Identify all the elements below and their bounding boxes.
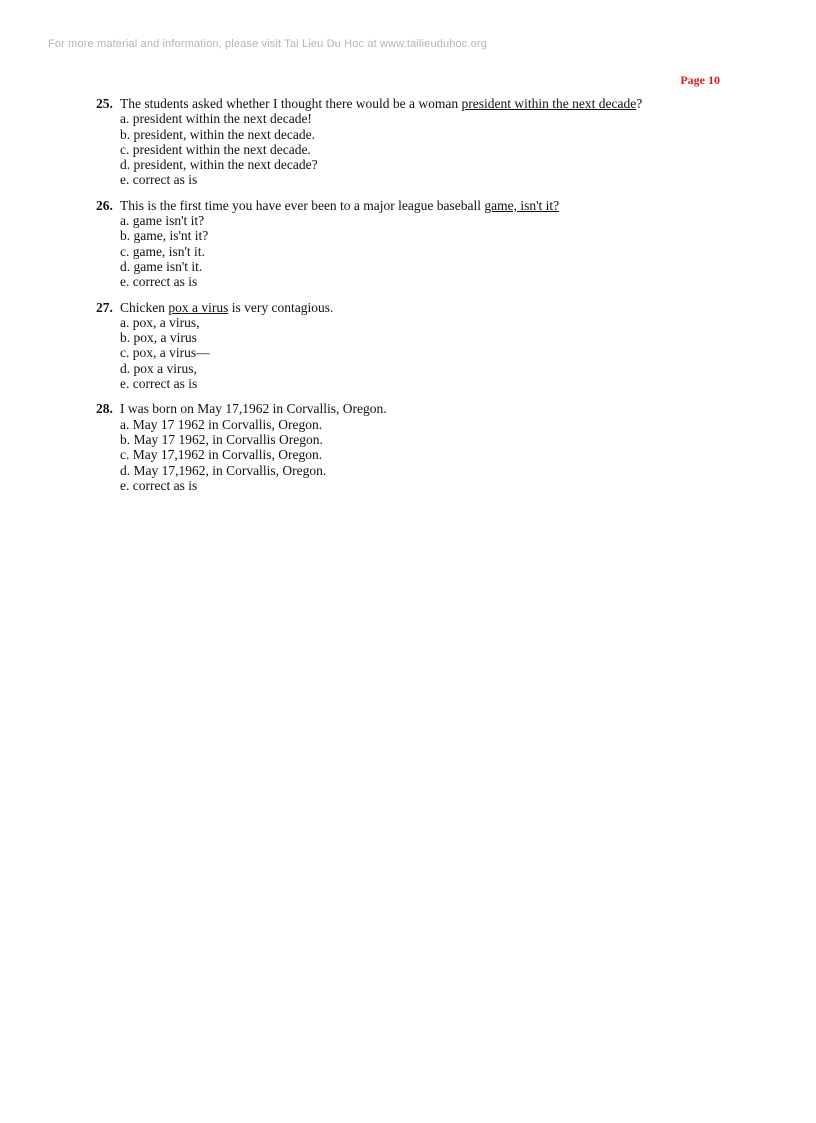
question-number: 25. xyxy=(96,96,113,111)
question-number: 26. xyxy=(96,197,113,213)
question-number: 28. xyxy=(96,401,113,417)
stem-underlined: president within the next decade xyxy=(461,96,637,111)
stem-before: Chicken xyxy=(120,299,169,315)
answer-options xyxy=(96,417,716,493)
page-number: Page 10 xyxy=(680,73,720,87)
stem-underlined: game, isn't it? xyxy=(484,197,560,213)
question-stem xyxy=(96,401,716,416)
question-stem xyxy=(96,198,716,213)
option-e: e. correct as is xyxy=(120,477,198,493)
option-c: c. pox, a virus— xyxy=(120,345,210,361)
question-27 xyxy=(96,300,716,392)
option-e: e. correct as is xyxy=(120,172,198,188)
option-a: a. May 17 1962 in Corvallis, Oregon. xyxy=(120,416,323,432)
stem-before: The students asked whether I thought there would be a woman xyxy=(120,96,462,111)
question-text xyxy=(120,300,716,315)
option-c: c. president within the next decade. xyxy=(120,141,311,157)
stem-after: ? xyxy=(636,96,643,111)
option-a: a. pox, a virus, xyxy=(120,314,200,330)
answer-options xyxy=(96,111,716,187)
stem-after: is very contagious. xyxy=(228,299,334,315)
option-d: d. game isn't it. xyxy=(120,258,203,274)
option-a: a. president within the next decade! xyxy=(120,111,312,127)
question-text xyxy=(120,198,716,213)
option-b: b. president, within the next decade. xyxy=(120,126,315,142)
question-stem xyxy=(96,96,716,111)
question-number: 27. xyxy=(96,299,113,315)
question-25 xyxy=(96,96,716,188)
watermark-link[interactable]: For more material and information, please visit Tai Lieu Du Hoc at www.tailieuduhoc.org xyxy=(48,38,487,50)
question-26 xyxy=(96,198,716,290)
question-text xyxy=(120,401,716,416)
stem-before: This is the first time you have ever been to a major league baseball xyxy=(120,197,485,213)
question-stem xyxy=(96,300,716,315)
answer-options xyxy=(96,213,716,289)
option-b: b. pox, a virus xyxy=(120,330,197,346)
option-c: c. May 17,1962 in Corvallis, Oregon. xyxy=(120,447,323,463)
question-text xyxy=(120,96,716,111)
option-b: b. game, is'nt it? xyxy=(120,228,209,244)
stem-underlined: pox a virus xyxy=(168,299,229,315)
option-d: d. May 17,1962, in Corvallis, Oregon. xyxy=(120,462,327,478)
answer-options xyxy=(96,315,716,391)
option-a: a. game isn't it? xyxy=(120,213,205,229)
stem-before: I was born on May 17,1962 in Corvallis, Oregon. xyxy=(120,401,387,417)
option-b: b. May 17 1962, in Corvallis Oregon. xyxy=(120,431,323,447)
option-c: c. game, isn't it. xyxy=(120,243,205,259)
option-d: d. president, within the next decade? xyxy=(120,157,318,173)
question-list xyxy=(96,96,716,503)
option-d: d. pox a virus, xyxy=(120,360,197,376)
question-28 xyxy=(96,401,716,493)
option-e: e. correct as is xyxy=(120,274,198,290)
option-e: e. correct as is xyxy=(120,376,198,392)
